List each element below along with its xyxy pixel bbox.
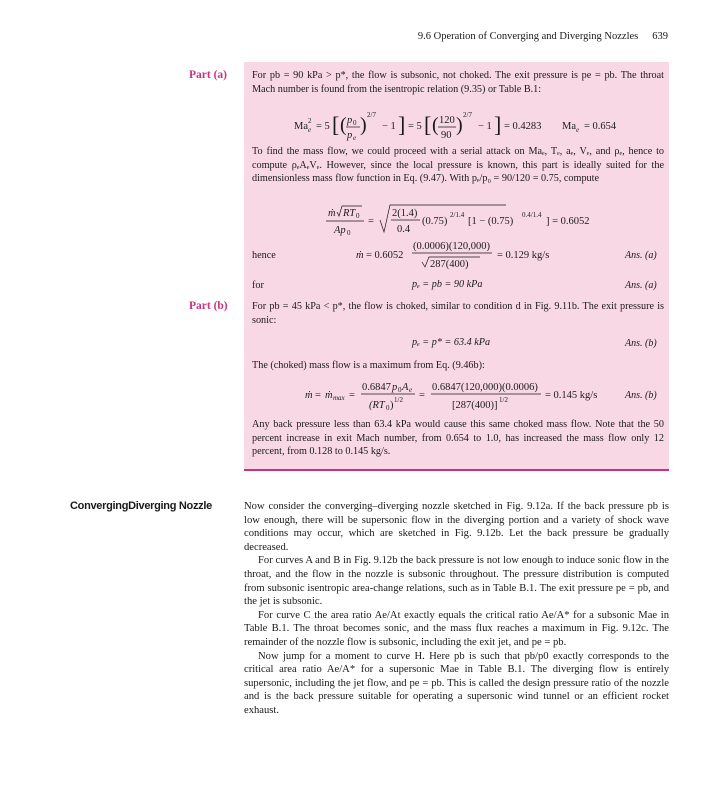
svg-text:1/2: 1/2: [499, 396, 508, 404]
part-a-answer-2: Ans. (a): [625, 280, 657, 291]
svg-text:(0.75): (0.75): [422, 216, 448, 227]
svg-text:2/1.4: 2/1.4: [450, 211, 465, 219]
svg-text:0.6847(120,000)(0.0006): 0.6847(120,000)(0.0006): [432, 382, 538, 393]
svg-text:= 0.654: = 0.654: [584, 121, 617, 132]
svg-text:max: max: [333, 394, 345, 402]
svg-text:=: =: [349, 390, 355, 401]
part-b-intro: For pb = 45 kPa < p*, the flow is choked, similar to condition d in Fig. 9.11b. The exit pressure is sonic:: [252, 301, 664, 326]
svg-text:= 5: = 5: [408, 121, 422, 132]
mass-flow-function-equation: [326, 203, 626, 237]
svg-text:]: ]: [494, 112, 502, 137]
svg-text:− 1: − 1: [478, 121, 492, 132]
svg-text:): ): [456, 114, 463, 136]
svg-text:]: ]: [398, 112, 406, 137]
svg-text:ṁ: ṁ: [325, 390, 333, 401]
svg-text:Ap: Ap: [334, 225, 346, 236]
hence-label: hence: [252, 250, 276, 261]
svg-text:e: e: [409, 386, 413, 394]
svg-text:120: 120: [439, 115, 455, 126]
mach-equation: [294, 111, 664, 141]
svg-text:2/7: 2/7: [463, 111, 472, 119]
running-header: [418, 31, 668, 42]
svg-text:[287(400)]: [287(400)]: [452, 400, 498, 411]
svg-text:2/7: 2/7: [367, 111, 376, 119]
svg-text:=: =: [368, 216, 374, 227]
svg-text:=: =: [315, 390, 321, 401]
svg-text:2: 2: [308, 117, 312, 125]
part-a-eq1: [294, 111, 664, 144]
section-paragraph-4: Now jump for a moment to curve H. Here pb is such that pb/p0 exactly corresponds to the critical area ratio Ae/A* for a supersonic Mae in Table B.1. The diverging flow is entirely supersonic, including the jet flow, and pe = pb. This is called the design pressure ratio of the nozzle and is the back pressure suitable for operating a supersonic wind tunnel or an efficient rocket exhaust.: [244, 650, 669, 716]
svg-text:ṁ: ṁ: [328, 208, 336, 219]
svg-text:e: e: [308, 126, 312, 134]
part-b-para2: The (choked) mass flow is a maximum from Eq. (9.46b):: [252, 360, 485, 371]
example-box-rule: [244, 469, 669, 471]
page-number: 639: [652, 31, 668, 42]
section-title: 9.6 Operation of Converging and Diverging Nozzles: [417, 31, 639, 42]
svg-text:e: e: [353, 134, 357, 142]
svg-text:0: 0: [398, 386, 402, 394]
part-a-eq2: [326, 203, 626, 240]
svg-text:(0.0006)(120,000): (0.0006)(120,000): [413, 241, 490, 252]
svg-text:=: =: [419, 390, 425, 401]
svg-text:= 0.129 kg/s: = 0.129 kg/s: [497, 250, 550, 261]
svg-text:): ): [360, 114, 367, 136]
svg-text:0: 0: [356, 212, 360, 220]
svg-text:1/2: 1/2: [394, 396, 403, 404]
svg-text:= 0.6052: = 0.6052: [366, 250, 404, 261]
part-b-answer-2: Ans. (b): [625, 390, 657, 401]
part-a-answer-1: Ans. (a): [625, 250, 657, 261]
max-mass-flow-equation: [305, 378, 625, 414]
svg-text:0: 0: [347, 229, 351, 237]
svg-text:= 0.145 kg/s: = 0.145 kg/s: [545, 390, 598, 401]
svg-text:): ): [390, 400, 394, 411]
svg-text:e: e: [576, 126, 580, 134]
svg-text:2(1.4): 2(1.4): [392, 208, 418, 219]
svg-text:(: (: [432, 114, 439, 136]
section-paragraph-2: For curves A and B in Fig. 9.12b the back pressure is not low enough to induce sonic flow in the throat, and the flow in the nozzle is subsonic throughout. The pressure distribution is computed from subsonic isentropic area-change relations, such as in Table B.1. The exit pressure pe = pb, and the jet is subsonic.: [244, 555, 669, 608]
svg-text:] = 0.6052: ] = 0.6052: [546, 216, 590, 227]
svg-text:ṁ: ṁ: [356, 250, 364, 261]
for-label: for: [252, 280, 264, 291]
part-b-eq2: [305, 378, 625, 417]
svg-text:0: 0: [386, 404, 390, 412]
svg-text:(: (: [340, 114, 347, 136]
section-paragraph-3: For curve C the area ratio Ae/At exactly equals the critical ratio Ae/A* for a subsonic Mae in Table B.1. The throat becomes sonic, and the mass flux reaches a maximum in Fig. 9.12c. The remainder of the nozzle flow is subsonic, including the exit jet, and pe = pb.: [244, 609, 669, 648]
svg-text:p: p: [347, 115, 353, 126]
svg-text:(RT: (RT: [369, 400, 385, 411]
svg-text:Ma: Ma: [294, 121, 308, 132]
section-heading: ConvergingDiverging Nozzle: [70, 500, 212, 512]
mass-flow-equation: [356, 237, 606, 271]
part-a-eq3: [356, 237, 606, 274]
svg-text:− 1: − 1: [382, 121, 396, 132]
part-a-intro: For pb = 90 kPa > p*, the flow is subsonic, not choked. The exit pressure is pe = pb. The throat Mach number is found from the isentropic relation (9.35) or Table B.1:: [252, 70, 664, 95]
svg-text:= 5: = 5: [316, 121, 330, 132]
svg-text:0.4/1.4: 0.4/1.4: [522, 211, 542, 219]
part-a-label: Part (a): [189, 69, 227, 81]
svg-text:p: p: [392, 382, 398, 393]
part-b-label: Part (b): [189, 300, 228, 312]
svg-text:[1 − (0.75): [1 − (0.75): [468, 216, 514, 227]
svg-text:[: [: [424, 112, 432, 137]
part-b-eq1: pₑ = p* = 63.4 kPa: [412, 337, 491, 348]
svg-text:0.4: 0.4: [397, 224, 411, 235]
section-body: [244, 500, 669, 718]
part-b-answer-1: Ans. (b): [625, 338, 657, 349]
svg-text:287(400): 287(400): [430, 259, 469, 270]
svg-text:0.6847: 0.6847: [362, 382, 391, 393]
part-a-eq4: pₑ = pb = 90 kPa: [412, 279, 483, 290]
svg-text:RT: RT: [343, 208, 356, 219]
svg-text:[: [: [332, 112, 340, 137]
svg-text:A: A: [402, 382, 409, 393]
part-a-para2: To find the mass flow, we could proceed with a serial attack on Maₑ, Tₑ, aₑ, Vₑ, and ρₑ, hence to compute ρₑAₑVₑ. However, since the local pressure is known, this part is ideally suited for the dimensionless mass flow function in Eq. (9.47). With pₑ/p₀ = 90/120 = 0.75, compute: [252, 146, 664, 185]
part-b-para3: Any back pressure less than 63.4 kPa would cause this same choked mass flow. Note that the 50 percent increase in exit Mach number, from 0.654 to 1.0, has increased the mass flow only 12 percent, from 0.128 to 0.145 kg/s.: [252, 419, 664, 458]
section-paragraph-1: Now consider the converging–diverging nozzle sketched in Fig. 9.12a. If the back pressure pb is low enough, there will be supersonic flow in the diverging portion and a variety of shock wave conditions may occur, which are sketched in Fig. 9.12b. Let the back pressure be gradually decreased.: [244, 501, 669, 553]
svg-text:90: 90: [441, 130, 452, 141]
svg-text:ṁ: ṁ: [305, 390, 313, 401]
svg-text:= 0.4283: = 0.4283: [504, 121, 542, 132]
svg-text:0: 0: [353, 119, 357, 127]
svg-text:Ma: Ma: [562, 121, 576, 132]
svg-text:p: p: [347, 130, 353, 141]
